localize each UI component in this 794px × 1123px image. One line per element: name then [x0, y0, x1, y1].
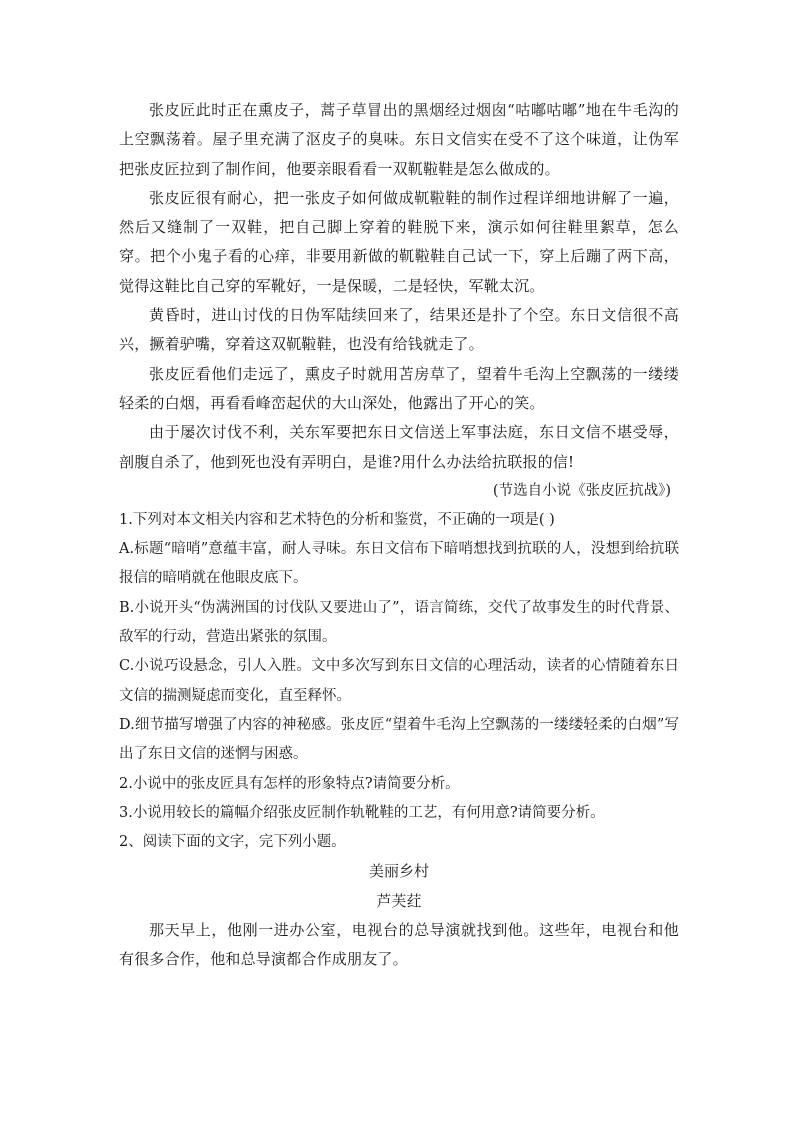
question-2: 2.小说中的张皮匠具有怎样的形象特点?请简要分析。 — [119, 775, 460, 792]
option-b: B.小说开头“伪满洲国的讨伐队又要进山了”，语言简练，交代了故事发生的时代背景、敌军的行动，营造出紧张的氛围。 — [119, 599, 679, 646]
source-citation: (节选自小说《张皮匠抗战》) — [492, 482, 671, 499]
story-paragraph-5: 由于屡次讨伐不利，关东军要把东日文信送上军事法庭，东日文信不堪受辱，剖腹自杀了，他到死也没有弄明白，是谁?用什么办法给抗联报的信! — [119, 423, 679, 471]
question-3: 3.小说用较长的篇幅介绍张皮匠制作轨靴鞋的工艺，有何用意?请简要分析。 — [119, 804, 605, 821]
story2-title: 美丽乡村 — [368, 862, 429, 881]
question-1: 1.下列对本文相关内容和艺术特色的分析和鉴赏，不正确的一项是( ) — [119, 511, 555, 528]
option-c: C.小说巧设悬念，引人入胜。文中多次写到东日文信的心理活动，读者的心情随着东日文信的揣测疑虑而变化，直至释怀。 — [119, 658, 679, 704]
story-paragraph-2: 张皮匠很有耐心，把一张皮子如何做成靰鞡鞋的制作过程详细地讲解了一遍，然后又缝制了一双鞋，把自己脚上穿着的鞋脱下来，演示如何往鞋里絮草，怎么穿。把个小鬼子看的心痒，非要用新做的靰鞡鞋自己试一下，穿上后蹦了两下高，觉得这鞋比自己穿的军靴好，一是保暖，二是轻快，军靴太沉。 — [119, 188, 679, 295]
document-page — [119, 96, 679, 975]
section-2-instruction: 2、阅读下面的文字，完下列小题。 — [119, 834, 346, 851]
option-a: A.标题“暗哨”意蕴丰富，耐人寻味。东日文信布下暗哨想找到抗联的人，没想到给抗联报信的暗哨就在他眼皮底下。 — [119, 541, 679, 587]
story2-author: 芦芙荭 — [376, 891, 422, 910]
option-d: D.细节描写增强了内容的神秘感。张皮匠“望着牛毛沟上空飘荡的一缕缕轻柔的白烟”写出了东日文信的迷惘与困惑。 — [119, 716, 679, 763]
story-paragraph-4: 张皮匠看他们走远了，熏皮子时就用苫房草了，望着牛毛沟上空飘荡的一缕缕轻柔的白烟，再看看峰峦起伏的大山深处，他露出了开心的笑。 — [119, 364, 679, 412]
story-paragraph-3: 黄昏时，进山讨伐的日伪军陆续回来了，结果还是扑了个空。东日文信很不高兴，撅着驴嘴，穿着这双靰鞡鞋，也没有给钱就走了。 — [119, 306, 679, 354]
story-paragraph-1: 张皮匠此时正在熏皮子，蒿子草冒出的黑烟经过烟囱“咕嘟咕嘟”地在牛毛沟的上空飘荡着。屋子里充满了沤皮子的臭味。东日文信实在受不了这个味道，让伪军把张皮匠拉到了制作间，他要亲眼看看一双靰鞡鞋是怎么做成的。 — [119, 101, 679, 178]
story2-paragraph-1: 那天早上，他刚一进办公室，电视台的总导演就找到他。这些年，电视台和他有很多合作，他和总导演都合作成朋友了。 — [119, 921, 679, 969]
